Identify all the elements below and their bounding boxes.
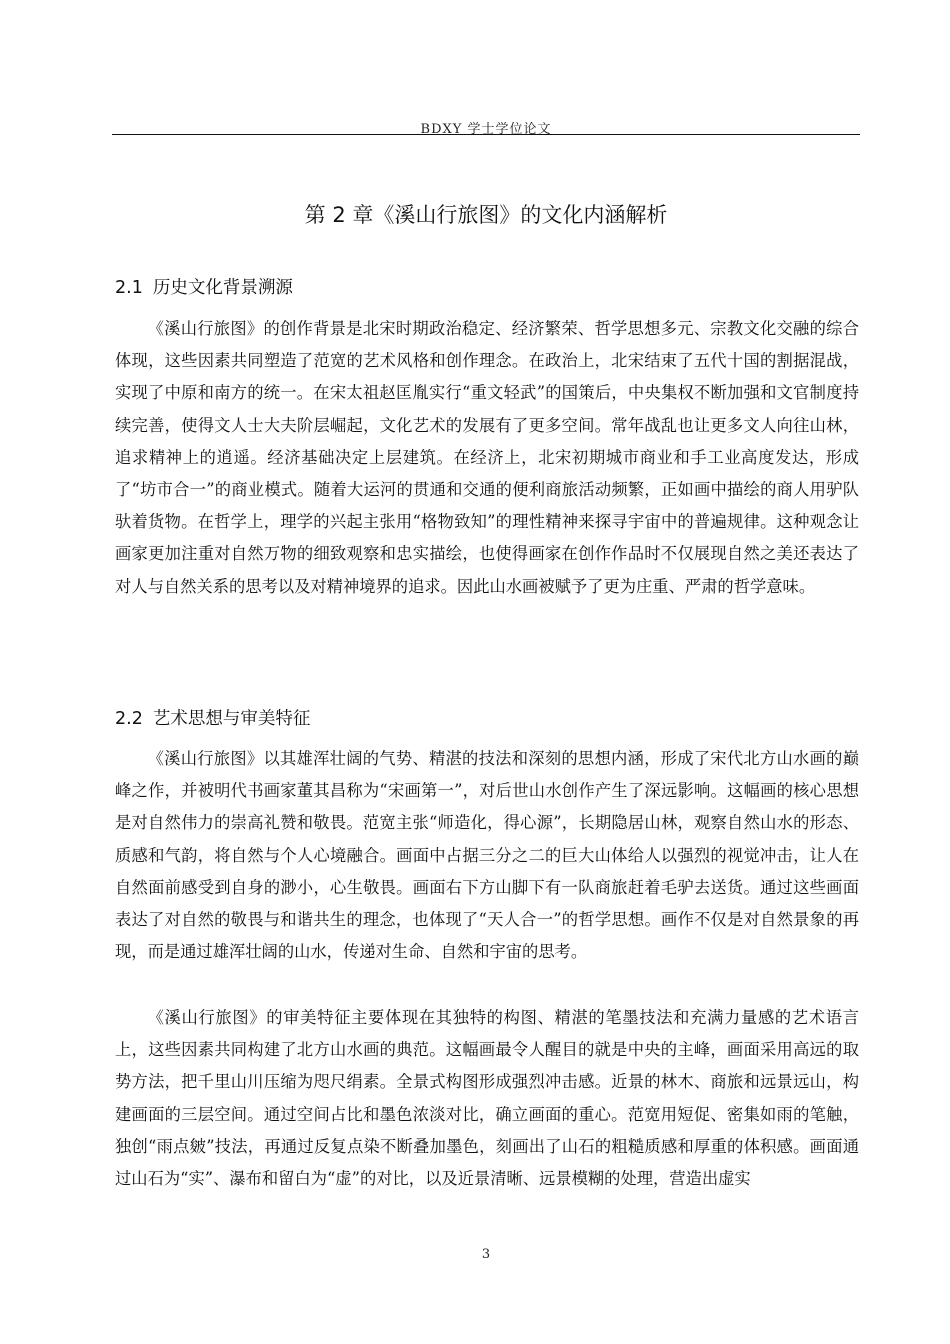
section-title: 艺术思想与审美特征 <box>152 709 311 729</box>
section-number: 2.1 <box>115 278 143 298</box>
chapter-title: 第 2 章《溪山行旅图》的文化内涵解析 <box>304 203 668 227</box>
section-heading-2-2 <box>115 706 310 732</box>
section-heading-2-1 <box>115 275 293 301</box>
section-number: 2.2 <box>115 709 143 729</box>
running-header: BDXY 学士学位论文 <box>420 122 552 137</box>
page-number: 3 <box>481 1247 491 1262</box>
body-paragraph: 《溪山行旅图》的审美特征主要体现在其独特的构图、精湛的笔墨技法和充满力量感的艺术语言上，这些因素共同构建了北方山水画的典范。这幅画最令人醒目的就是中央的主峰，画面采用高远的取势方法，把千里山川压缩为咫尺绢素。全景式构图形成强烈冲击感。近景的林木、商旅和远景远山，构建画面的三层空间。通过空间占比和墨色浓淡对比，确立画面的重心。范宽用短促、密集如雨的笔触，独创“雨点皴”技法，再通过反复点染不断叠加墨色，刻画出了山石的粗糙质感和厚重的体积感。画面通过山石为“实”、瀑布和留白为“虚”的对比，以及近景清晰、远景模糊的处理，营造出虚实 <box>115 1008 859 1189</box>
section-title: 历史文化背景溯源 <box>152 278 293 298</box>
body-paragraph: 《溪山行旅图》的创作背景是北宋时期政治稳定、经济繁荣、哲学思想多元、宗教文化交融的综合体现，这些因素共同塑造了范宽的艺术风格和创作理念。在政治上，北宋结束了五代十国的割据混战，实现了中原和南方的统一。在宋太祖赵匡胤实行“重文轻武”的国策后，中央集权不断加强和文官制度持续完善，使得文人士大夫阶层崛起，文化艺术的发展有了更多空间。常年战乱也让更多文人向往山林，追求精神上的逍遥。经济基础决定上层建筑。在经济上，北宋初期城市商业和手工业高度发达，形成了“坊市合一”的商业模式。随着大运河的贯通和交通的便利商旅活动频繁，正如画中描绘的商人用驴队驮着货物。在哲学上，理学的兴起主张用“格物致知”的理性精神来探寻宇宙中的普遍规律。这种观念让画家更加注重对自然万物的细致观察和忠实描绘，也使得画家在创作作品时不仅展现自然之美还表达了对人与自然关系的思考以及对精神境界的追求。因此山水画被赋予了更为庄重、严肃的哲学意味。 <box>115 319 859 596</box>
header-rule <box>112 134 860 135</box>
body-paragraph: 《溪山行旅图》以其雄浑壮阔的气势、精湛的技法和深刻的思想内涵，形成了宋代北方山水画的巅峰之作，并被明代书画家董其昌称为“宋画第一”，对后世山水创作产生了深远影响。这幅画的核心思想是对自然伟力的崇高礼赞和敬畏。范宽主张“师造化，得心源”，长期隐居山林，观察自然山水的形态、质感和气韵，将自然与个人心境融合。画面中占据三分之二的巨大山体给人以强烈的视觉冲击，让人在自然面前感受到自身的渺小，心生敬畏。画面右下方山脚下有一队商旅赶着毛驴去送货。通过这些画面表达了对自然的敬畏与和谐共生的理念，也体现了“天人合一”的哲学思想。画作不仅是对自然景象的再现，而是通过雄浑壮阔的山水，传递对生命、自然和宇宙的思考。 <box>115 749 859 962</box>
